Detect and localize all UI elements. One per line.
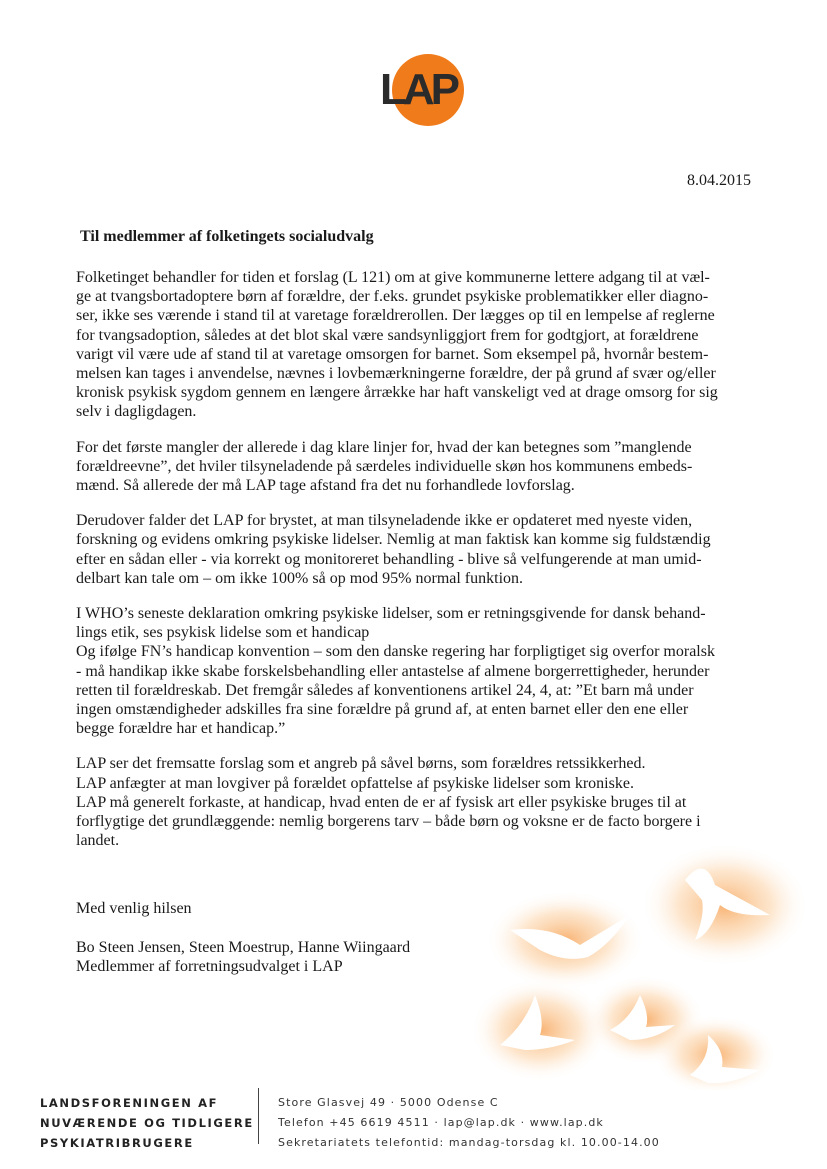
text-line: begge forældre har et handicap.” [76, 720, 286, 738]
text-line: forflygtige det grundlæggende: nemlig borgerens tarv – både børn og voksne er de facto borgere i [76, 813, 701, 831]
text-line: forældreevne”, det hviler tilsyneladende på særdeles individuelle skøn hos kommunens embeds- [76, 457, 693, 475]
text-line: mænd. Så allerede der må LAP tage afstand fra det nu forhandlede lovforslag. [76, 477, 575, 495]
footer-address: Store Glasvej 49 · 5000 Odense C [278, 1096, 499, 1109]
letter-heading: Til medlemmer af folketingets socialudvalg [80, 228, 374, 245]
letter-body [76, 228, 756, 866]
footer-org-line: PSYKIATRIBRUGERE [40, 1136, 194, 1150]
paragraph-1 [76, 268, 756, 422]
text-line: ingen omstændigheder adskilles fra sine forældre på grund af, at enten barnet eller den ene eller [76, 701, 689, 719]
footer-org-line: LANDSFORENINGEN AF [40, 1096, 219, 1110]
text-line: melsen kan tages i anvendelse, nævnes i lovbemærkningerne forældre, der på grund af svær og/eller [76, 365, 716, 383]
letter-date: 8.04.2015 [687, 172, 751, 189]
paragraph-4 [76, 604, 756, 738]
signer-role: Medlemmer af forretningsudvalget i LAP [76, 958, 343, 975]
text-line: - må handikap ikke skabe forskelsbehandling eller antastelse af almene borgerrettigheder, herunder [76, 662, 710, 680]
text-line: selv i dagligdagen. [76, 403, 197, 421]
text-line: ser, ikke ses værende i stand til at varetage forældrerollen. Der lægges op til en lempelse af reglerne [76, 307, 715, 325]
text-line: efter en sådan eller - via korrekt og monitoreret behandling - blive så velfungerende at man umid- [76, 550, 702, 568]
text-line: retten til forældreskab. Det fremgår således af konventionens artikel 24, 4, at: ”Et barn må under [76, 681, 694, 699]
text-line: Folketinget behandler for tiden et forslag (L 121) om at give kommunerne lettere adgang til at væl- [76, 269, 710, 286]
lap-logo [368, 48, 468, 130]
footer-office-hours: Sekretariatets telefontid: mandag-torsdag kl. 10.00-14.00 [278, 1136, 660, 1149]
text-line: For det første mangler der allerede i dag klare linjer for, hvad der kan betegnes som ”manglende [76, 438, 692, 456]
text-line: landet. [76, 832, 120, 850]
signer-names: Bo Steen Jensen, Steen Moestrup, Hanne Wiingaard [76, 939, 411, 956]
footer-phone-email-web: Telefon +45 6619 4511 · lap@lap.dk · www.lap.dk [278, 1116, 604, 1129]
paragraph-3 [76, 511, 756, 588]
text-line: LAP må generelt forkaste, at handicap, hvad enten de er af fysisk art eller psykiske bruges til at [76, 793, 687, 811]
text-line: LAP anfægter at man lovgiver på forældet opfattelse af psykiske lidelser som kroniske. [76, 774, 634, 792]
birds-illustration [470, 845, 827, 1090]
text-line: forskning og evidens omkring psykiske lidelser. Nemlig at man faktisk kan komme sig fuldstændig [76, 531, 711, 549]
text-line: Derudover falder det LAP for brystet, at man tilsyneladende ikke er opdateret med nyeste viden, [76, 512, 693, 530]
footer-org-line: NUVÆRENDE OG TIDLIGERE [40, 1116, 254, 1130]
text-line: varigt vil være ude af stand til at varetage omsorgen for barnet. Som eksempel på, hvornår bestem- [76, 345, 709, 363]
text-line: kronisk psykisk sygdom gennem en længere årrække har haft vanskeligt ved at drage omsorg for sig [76, 384, 718, 402]
paragraph-5 [76, 754, 756, 850]
text-line: LAP ser det fremsatte forslag som et angreb på såvel børns, som forældres retssikkerhed. [76, 755, 646, 773]
text-line: for tvangsadoption, således at det blot skal være sandsynliggjort frem for godtgjort, at forældrene [76, 326, 699, 344]
footer-divider [258, 1088, 259, 1144]
text-line: delbart kan tale om – om ikke 100% så op mod 95% normal funktion. [76, 569, 524, 587]
text-line: lings etik, ses psykisk lidelse som et handicap [76, 624, 370, 642]
paragraph-2 [76, 438, 756, 496]
footer-organization [40, 1093, 254, 1153]
signature-block [76, 938, 410, 976]
footer-contact [278, 1093, 660, 1153]
text-line: I WHO’s seneste deklaration omkring psykiske lidelser, som er retningsgivende for dansk behand- [76, 605, 706, 623]
text-line: ge at tvangsbortadoptere børn af forældre, der f.eks. grundet psykiske problematikker eller diagno- [76, 288, 709, 306]
text-line: Og ifølge FN’s handicap konvention – som den danske regering har forpligtiget sig overfor moralsk [76, 643, 715, 661]
logo-text: LAP [380, 65, 456, 114]
closing-salutation: Med venlig hilsen [76, 900, 192, 917]
